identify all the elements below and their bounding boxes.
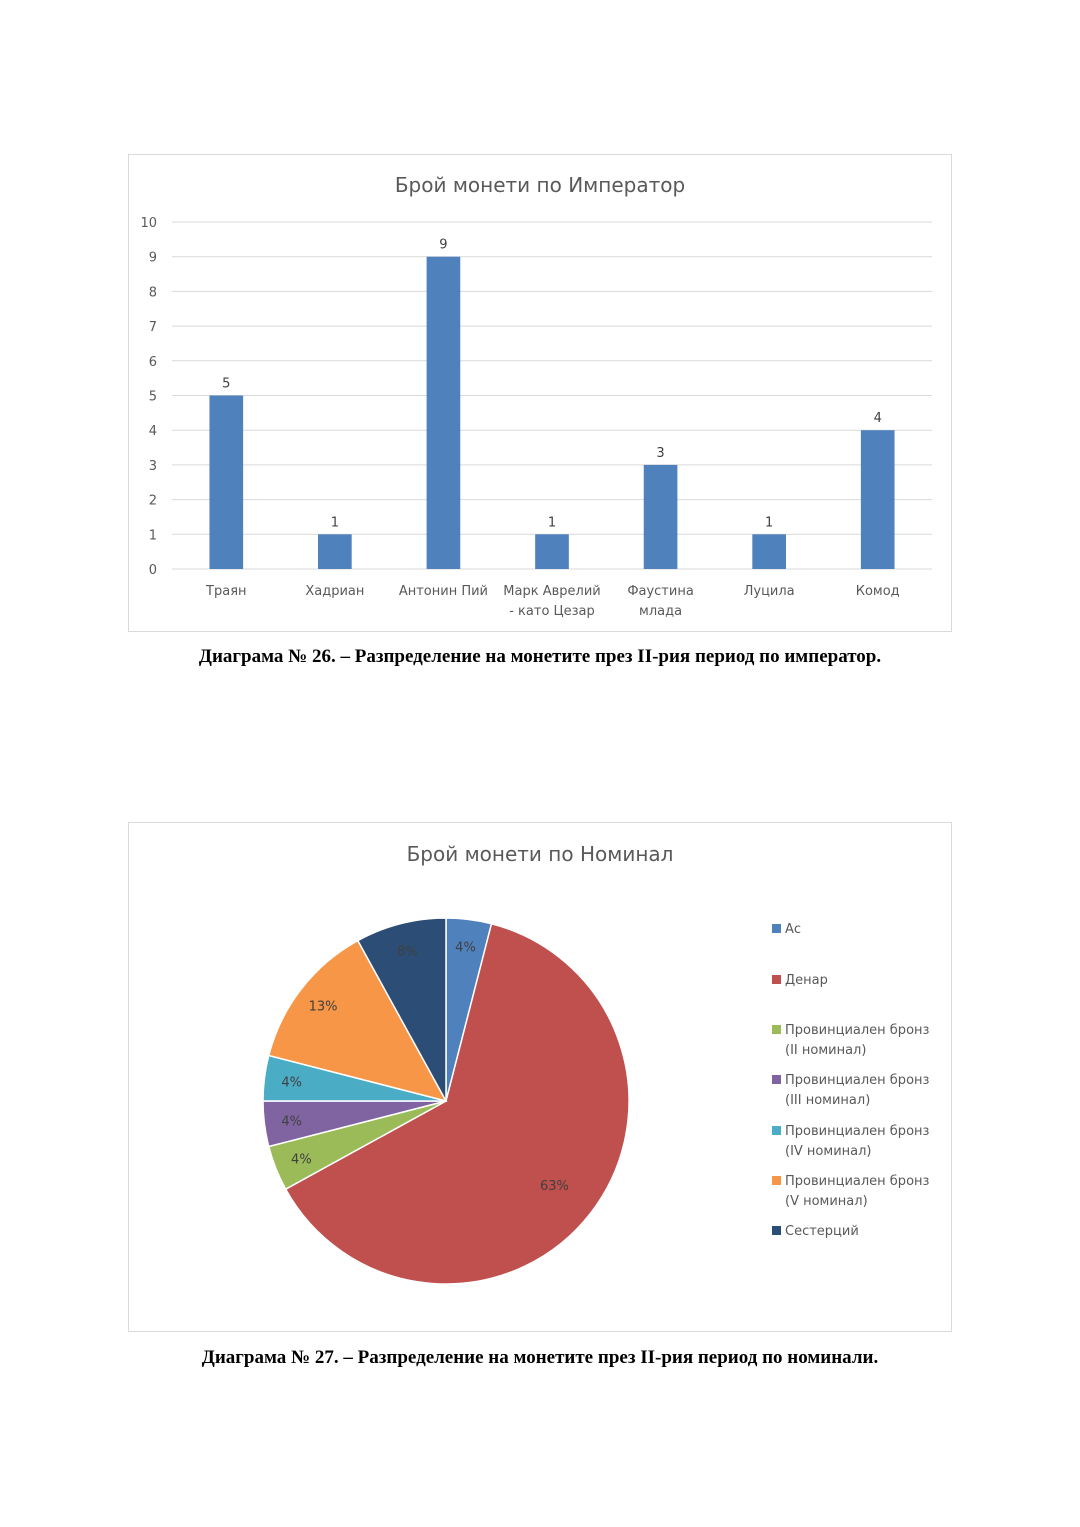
legend-label: Сестерций xyxy=(785,1224,859,1239)
y-tick-label: 4 xyxy=(148,424,157,440)
bar xyxy=(318,534,352,569)
data-label: 3 xyxy=(656,445,665,461)
data-label: 63% xyxy=(539,1179,569,1195)
data-label: 4% xyxy=(281,1075,302,1091)
pie-chart-title: Брой монети по Номинал xyxy=(406,842,674,866)
bar xyxy=(535,534,569,569)
bar xyxy=(752,534,786,569)
bar xyxy=(861,430,895,569)
data-label: 8% xyxy=(397,944,418,960)
x-tick-label: млада xyxy=(639,604,683,619)
legend-swatch xyxy=(772,1226,781,1235)
bar xyxy=(644,465,678,569)
data-label: 4% xyxy=(281,1114,302,1130)
y-tick-label: 8 xyxy=(148,285,157,301)
data-label: 4% xyxy=(455,940,476,956)
x-tick-label: Марк Аврелий xyxy=(503,584,601,599)
legend-label: Провинциален бронз xyxy=(785,1023,930,1038)
pie-chart-svg xyxy=(129,823,953,1333)
legend-label: Провинциален бронз xyxy=(785,1124,930,1139)
legend-swatch xyxy=(772,1025,781,1034)
y-tick-label: 10 xyxy=(140,216,157,231)
x-tick-label: Фаустина xyxy=(627,584,694,599)
data-label: 1 xyxy=(330,515,339,531)
y-tick-label: 2 xyxy=(148,493,157,509)
x-tick-label: - като Цезар xyxy=(509,604,595,619)
data-label: 13% xyxy=(308,999,338,1015)
legend-label: (III номинал) xyxy=(785,1093,871,1108)
legend-label: Провинциален бронз xyxy=(785,1174,930,1189)
bar-chart-svg xyxy=(129,155,953,633)
legend-swatch xyxy=(772,1075,781,1084)
legend-swatch xyxy=(772,924,781,933)
legend-label: Ас xyxy=(785,922,802,937)
legend-swatch xyxy=(772,1176,781,1185)
x-tick-label: Комод xyxy=(855,584,900,599)
x-tick-label: Траян xyxy=(206,584,247,599)
x-tick-label: Луцила xyxy=(743,584,795,599)
x-tick-label: Антонин Пий xyxy=(398,584,489,599)
data-label: 4% xyxy=(291,1152,312,1168)
y-tick-label: 5 xyxy=(148,389,157,405)
legend-label: (IV номинал) xyxy=(785,1144,872,1159)
data-label: 1 xyxy=(547,515,557,531)
bar xyxy=(427,257,461,569)
y-tick-label: 9 xyxy=(148,250,157,266)
pie-chart-frame xyxy=(128,822,952,1332)
legend-label: (V номинал) xyxy=(785,1194,868,1209)
data-label: 4 xyxy=(873,411,882,427)
legend-swatch xyxy=(772,975,781,984)
legend-label: Денар xyxy=(785,973,828,988)
pie-chart-caption: Диаграма № 27. – Разпределение на монетите през II-рия период по номинали. xyxy=(201,1347,879,1368)
bar-chart-title: Брой монети по Император xyxy=(394,173,686,197)
y-tick-label: 1 xyxy=(148,528,157,544)
bar xyxy=(209,396,243,570)
y-tick-label: 0 xyxy=(148,563,157,578)
legend-label: Провинциален бронз xyxy=(785,1073,930,1088)
x-tick-label: Хадриан xyxy=(305,584,365,599)
data-label: 9 xyxy=(439,237,448,253)
legend-label: (II номинал) xyxy=(785,1043,867,1058)
y-tick-label: 6 xyxy=(148,354,157,370)
bar-chart-frame xyxy=(128,154,952,632)
data-label: 1 xyxy=(765,515,774,531)
legend-swatch xyxy=(772,1126,781,1135)
y-tick-label: 3 xyxy=(148,458,157,474)
data-label: 5 xyxy=(222,376,231,392)
y-tick-label: 7 xyxy=(148,320,157,336)
bar-chart-caption: Диаграма № 26. – Разпределение на монетите през II-рия период по император. xyxy=(198,646,882,667)
